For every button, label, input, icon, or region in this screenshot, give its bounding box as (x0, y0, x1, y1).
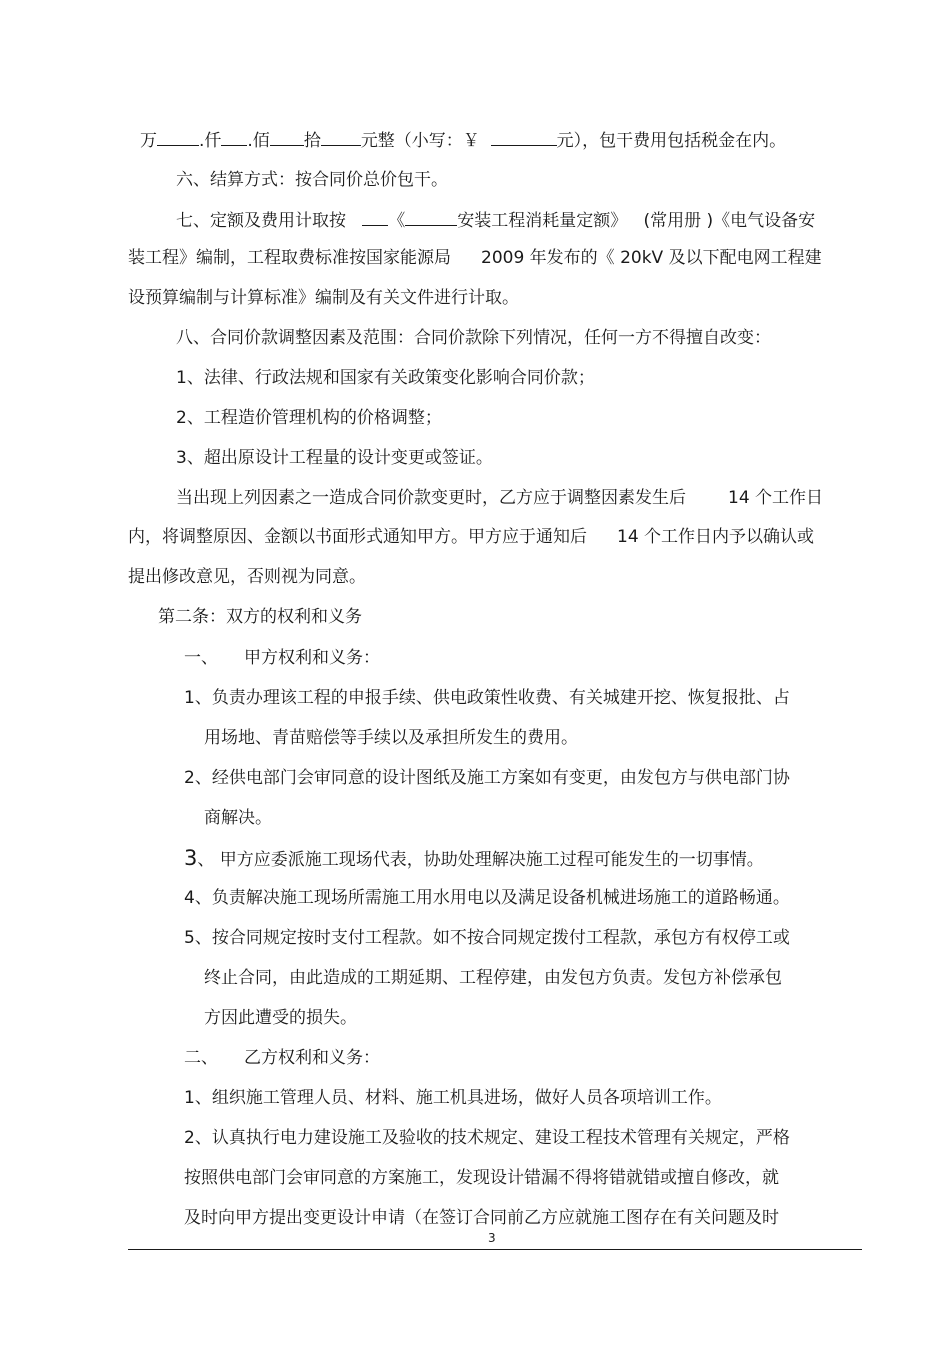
adjust-para-text-b: 14 个工作日 (728, 488, 824, 508)
party-b-num: 二、 (184, 1048, 218, 1068)
party-a-num: 一、 (184, 648, 218, 668)
b-item-2-line-1: 2、认真执行电力建设施工及验收的技术规定、建设工程技术管理有关规定，严格 (184, 1128, 790, 1148)
a-item-3 (184, 846, 764, 872)
a-item-2-line-2: 商解决。 (204, 808, 272, 828)
footer-rule (128, 1249, 862, 1250)
a-item-3-number: 3 (184, 846, 198, 870)
party-b-heading (184, 1046, 380, 1070)
settlement-clause: 六、结算方式：按合同价总价包干。 (176, 170, 448, 190)
a-item-5-line-2: 终止合同，由此造成的工期延期、工程停建，由发包方负责。发包方补偿承包 (204, 968, 782, 988)
b-item-2-line-2: 按照供电部门会审同意的方案施工，发现设计错漏不得将错就错或擅自修改，就 (184, 1168, 779, 1188)
quota-text-e: 装工程》编制，工程取费标准按国家能源局 (128, 248, 451, 268)
blank-wan (157, 128, 199, 146)
amount-wan: 万 (140, 131, 157, 151)
blank-quota-2 (405, 208, 457, 226)
adjust-para-line-3: 提出修改意见，否则视为同意。 (128, 567, 366, 587)
adjust-title: 八、合同价款调整因素及范围：合同价款除下列情况，任何一方不得擅自改变： (176, 328, 771, 348)
blank-quota-1 (362, 208, 388, 226)
blank-amount-figure (491, 128, 557, 146)
adjust-item-1: 1、法律、行政法规和国家有关政策变化影响合同价款； (176, 368, 595, 388)
party-a-title: 甲方权利和义务： (244, 648, 380, 668)
adjust-item-2: 2、工程造价管理机构的价格调整； (176, 408, 442, 428)
adjust-para-text-d: 14 个工作日内予以确认或 (617, 527, 815, 547)
blank-shi (321, 128, 361, 146)
a-item-1-line-2: 用场地、青苗赔偿等手续以及承担所发生的费用。 (204, 728, 578, 748)
quota-text-d: (常用册 )《电气设备安 (643, 211, 816, 231)
amount-shi: 拾 (303, 131, 321, 151)
adjust-para-line-1 (176, 486, 823, 510)
a-item-5-line-1: 5、按合同规定按时支付工程款。如不按合同规定拨付工程款，承包方有权停工或 (184, 928, 790, 948)
blank-bai (270, 128, 304, 146)
party-b-title: 乙方权利和义务： (244, 1048, 380, 1068)
a-item-3-text: 、 甲方应委派施工现场代表，协助处理解决施工过程可能发生的一切事情。 (197, 850, 764, 870)
quota-text-a: 七、定额及费用计取按 (176, 211, 346, 231)
b-item-2-line-3: 及时向甲方提出变更设计申请（在签订合同前乙方应就施工图存在有关问题及时 (184, 1208, 779, 1228)
a-item-1-line-1: 1、负责办理该工程的申报手续、供电政策性收费、有关城建开挖、恢复报批、占 (184, 688, 790, 708)
adjust-item-3: 3、超出原设计工程量的设计变更或签证。 (176, 448, 493, 468)
quota-text-c: 安装工程消耗量定额》 (457, 211, 628, 231)
quota-line-3: 设预算编制与计算标准》编制及有关文件进行计取。 (128, 288, 519, 308)
adjust-para-line-2 (128, 525, 814, 549)
quota-line-2 (128, 246, 822, 270)
quota-line-1 (176, 208, 815, 233)
a-item-4: 4、负责解决施工现场所需施工用水用电以及满足设备机械进场施工的道路畅通。 (184, 888, 790, 908)
adjust-para-text-a: 当出现上列因素之一造成合同价款变更时，乙方应于调整因素发生后 (176, 488, 686, 508)
b-item-1: 1、组织施工管理人员、材料、施工机具进场，做好人员各项培训工作。 (184, 1088, 722, 1108)
page-number: 3 (488, 1231, 496, 1245)
article-2-heading: 第二条：双方的权利和义务 (158, 607, 362, 627)
blank-qian (221, 128, 247, 146)
amount-line (140, 128, 786, 153)
amount-bai: .佰 (247, 131, 270, 151)
quota-text-f: 2009 年发布的《 20kV 及以下配电网工程建 (481, 248, 822, 268)
amount-tail: 元），包干费用包括税金在内。 (556, 131, 787, 151)
a-item-5-line-3: 方因此遭受的损失。 (204, 1008, 357, 1028)
adjust-para-text-c: 内，将调整原因、金额以书面形式通知甲方。甲方应于通知后 (128, 527, 587, 547)
amount-yuan: 元整（小写：￥ (360, 131, 480, 151)
amount-qian: .仟 (199, 131, 222, 151)
a-item-2-line-1: 2、经供电部门会审同意的设计图纸及施工方案如有变更，由发包方与供电部门协 (184, 768, 790, 788)
quota-text-b: 《 (388, 211, 406, 231)
party-a-heading (184, 646, 380, 670)
